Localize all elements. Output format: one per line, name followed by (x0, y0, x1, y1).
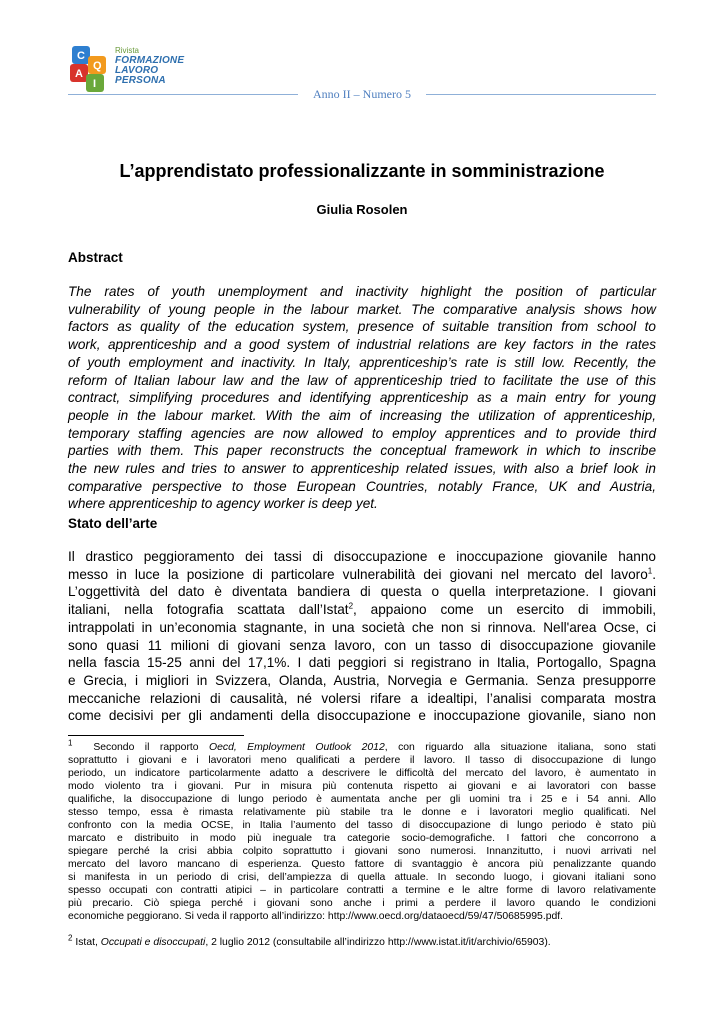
footnote-separator (68, 735, 244, 736)
footnote-ref-1[interactable]: 1 (647, 566, 653, 576)
body-line: sono quasi 11 milioni di giovani senza lavoro, con un tasso di disoccupazione giovanile (68, 637, 656, 653)
footnote-text: , con riguardo alla situazione italiana, sono stati (384, 742, 656, 753)
abstract-line: vulnerability of young people in the labour market. The comparative analysis shows how (68, 301, 656, 317)
footnote-line: periodo, un indicatore particolarmente adatto a descrivere le difficoltà del mercato del lavoro, è aumentato in (68, 768, 656, 779)
body-line: L’oggettività del dato è diventata bandiera di questa o quella interpretazione. I giovani (68, 584, 656, 600)
abstract-line: comparative perspective to those European Countries, notably France, UK and Austria, (68, 478, 656, 494)
footnote-text: , 2 luglio 2012 (consultabile all’indirizzo http://www.istat.it/it/archivio/65903). (205, 937, 551, 948)
body-line: meccaniche relazioni di causalità, né volersi rifare a idealtipi, l’analisi comparata mostra (68, 690, 656, 706)
footnote-line: marcato e distribuito in modo più ineguale tra categorie socio-demografiche. I fattori che concorrono a (68, 833, 656, 844)
footnote-2 (68, 933, 656, 949)
footnote-line: qualifiche, la disoccupazione di lungo periodo è aumentata anche per gli uomini tra i 25 e i 54 anni. Allo (68, 794, 656, 805)
article-title: L’apprendistato professionalizzante in somministrazione (119, 161, 605, 181)
footnote-line: più precario. Ciò spiega perché i giovani sono anche i primi a perdere il lavoro quando le condizioni (68, 898, 656, 909)
abstract-line: of youth employment and inactivity. In Italy, apprenticeship’s rate is still low. Recently, the (68, 354, 656, 370)
footnote-line: spesso occupati con contratti atipici – in particolare contratti a termine e le altre forme di lavoro relativamente (68, 885, 656, 896)
logo-letter: C (77, 50, 85, 62)
footnote-number: 1 (68, 738, 73, 748)
logo-letter: I (93, 78, 97, 90)
abstract-line: factors as quality of the education system, presence of suitable transition from school to (68, 319, 656, 335)
abstract-line: contract, simplifying procedures and identifying apprenticeship as a main entry for young (68, 390, 656, 406)
logo-line-3: PERSONA (115, 75, 166, 86)
logo-rivista: Rivista (115, 46, 140, 55)
body-line (68, 601, 656, 619)
footnote-line: economiche peggiorano. Si veda il rapporto all’indirizzo: http://www.oecd.org/dataoecd/59/47/50685995.pdf. (68, 911, 564, 922)
footnote-line: confronto con la media OCSE, in Italia l’aumento del tasso di disoccupazione di lungo periodo è stato più (68, 820, 656, 831)
abstract-line: temporary staffing agencies are now allowed to employ apprentices and to provide third (68, 425, 656, 441)
abstract-line: reform of Italian labour law and the law of apprenticeship tried to facilitate the use of this (68, 372, 656, 388)
header-rule-left (68, 94, 298, 95)
footnote-number: 2 (68, 933, 73, 943)
footnote-ref-2[interactable]: 2 (348, 601, 354, 611)
body-line-text: messo in luce la posizione di particolare vulnerabilità dei giovani nel mercato del lavoro (68, 566, 648, 582)
footnote-line: stesso tempo, essa è rimasta relativamente più stabile tra le donne e i lavoratori meglio qualificati. Nel (68, 807, 656, 818)
body-line-end: . (652, 566, 656, 582)
footnote-text: Secondo il rapporto (93, 742, 210, 753)
body-line: nella fascia 15-25 anni del 17,1%. I dati peggiori si registrano in Italia, Portogallo, Spagna (68, 655, 656, 671)
footnote-line: spiegare perché la crisi abbia colpito soprattutto i giovani sono numerosi. Innanzitutto, i nuovi arrivati nel (68, 846, 656, 857)
abstract-line: where apprenticeship to agency worker is deep yet. (68, 496, 378, 512)
footnote-text: Istat, (75, 937, 101, 948)
footnote-line: mercato del lavoro mancano di esperienza. Questo fattore di svantaggio è ancora più penalizzante quando (68, 859, 656, 870)
footnote-1 (68, 738, 656, 923)
abstract-line: the new rules and tries to answer to apprenticeship related issues, with also a brief look in (68, 461, 656, 477)
logo-line-2: LAVORO (115, 65, 159, 76)
body-line: come decisivi per gli andamenti della disoccupazione e inoccupazione giovanile, siano non (68, 708, 656, 724)
section-body (68, 548, 656, 725)
footnote-citation: Oecd, Employment Outlook 2012 (209, 742, 385, 753)
logo-letter: A (75, 68, 83, 80)
body-line: Il drastico peggioramento dei tassi di disoccupazione e inoccupazione giovanile hanno (68, 549, 656, 564)
logo-wordmark (115, 46, 184, 86)
abstract-heading: Abstract (68, 250, 123, 265)
abstract-text (68, 283, 656, 513)
footnote-line (68, 738, 656, 754)
footnote-citation: Occupati e disoccupati (100, 937, 206, 948)
body-line-rest: , appaiono come un esercito di immobili, (353, 602, 656, 618)
footnote-line: soprattutto i giovani e i lavoratori meno qualificati a perdere il lavoro. Il tasso di disoccupazione di lungo (68, 755, 656, 766)
body-line-text: italiani, nella fotografia scattata dall’Istat (68, 602, 349, 618)
abstract-line: The rates of youth unemployment and inactivity highlight the position of particular (68, 284, 656, 299)
logo-line-1: FORMAZIONE (115, 55, 185, 66)
logo-letter: Q (93, 60, 102, 72)
body-line: intrappolati in un’economia stagnante, in una società che non si rinnova. Nell'area Ocse, ci (68, 619, 656, 635)
header-rule-right (426, 94, 656, 95)
footnote-line: si manifesta in un periodo di crisi, dell’ampiezza di quella attuale. In secondo luogo, i giovani italiani sono (68, 872, 656, 883)
body-line (68, 566, 656, 584)
abstract-line: work, apprenticeship and a good system of industrial relations are key factors in the rates (68, 337, 656, 353)
footnote-line: modo violento tra i giovani. Pur in misura più contenuta rispetto ai giovani e ai lavoratori con basse (68, 781, 656, 792)
section-heading: Stato dell’arte (68, 516, 158, 531)
body-line: e Grecia, i migliori in Svizzera, Olanda, Austria, Norvegia e Germania. Senza presupporre (68, 672, 656, 688)
abstract-line: people in the labour market. With the aim of increasing the utilization of apprenticeship, (68, 407, 656, 423)
abstract-line: parties with them. This paper reconstructs the conceptual framework in which to inscribe (68, 443, 656, 459)
issue-label: Anno II – Numero 5 (313, 87, 411, 101)
author-name: Giulia Rosolen (316, 202, 408, 217)
footnote-line (68, 933, 656, 949)
